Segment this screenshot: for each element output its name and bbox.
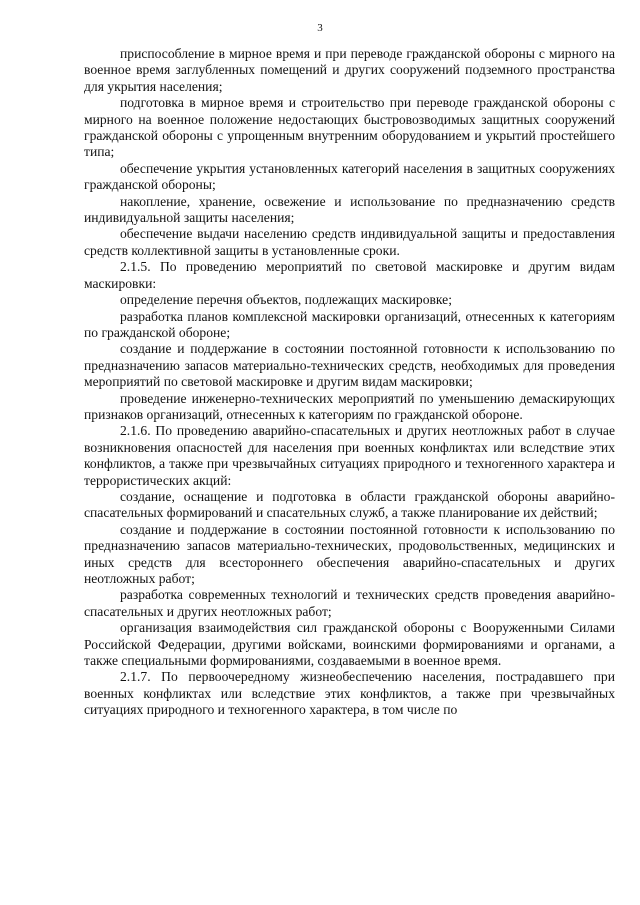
paragraph: организация взаимодействия сил гражданской обороны с Вооруженными Силами Российской Федерации, другими войсками, воинскими формированиями и органами, а также специальными формированиями, создаваемыми в военное время. [84,620,615,669]
paragraph: создание и поддержание в состоянии постоянной готовности к использованию по предназначению запасов материально-технических средств, необходимых для проведения мероприятий по световой маскировке и другим видам маскировки; [84,341,615,390]
section-heading-2-1-6: 2.1.6. По проведению аварийно-спасательных и других неотложных работ в случае возникновения опасностей для населения при военных конфликтах или вследствие этих конфликтов, а также при чрезвычайных ситуациях природного и техногенного характера и террористических акций: [84,423,615,488]
paragraph: разработка современных технологий и технических средств проведения аварийно-спасательных и других неотложных работ; [84,587,615,619]
section-heading-2-1-7: 2.1.7. По первоочередному жизнеобеспечению населения, пострадавшего при военных конфликтах или вследствие этих конфликтов, а также при чрезвычайных ситуациях природного и техногенного характера, в том числе по [84,669,615,718]
section-heading-2-1-5: 2.1.5. По проведению мероприятий по световой маскировке и другим видам маскировки: [84,259,615,291]
paragraph: накопление, хранение, освежение и использование по предназначению средств индивидуальной защиты населения; [84,193,615,226]
page-number: 3 [317,22,323,34]
paragraph: создание, оснащение и подготовка в области гражданской обороны аварийно-спасательных формирований и спасательных служб, а также планирование их действий; [84,488,615,521]
paragraph: обеспечение укрытия установленных категорий населения в защитных сооружениях гражданской обороны; [84,160,615,193]
paragraph: обеспечение выдачи населению средств индивидуальной защиты и предоставления средств коллективной защиты в установленные сроки. [84,226,615,258]
paragraph: приспособление в мирное время и при переводе гражданской обороны с мирного на военное время заглубленных помещений и других сооружений подземного пространства для укрытия населения; [84,46,615,94]
paragraph: создание и поддержание в состоянии постоянной готовности к использованию по предназначению запасов материально-технических, продовольственных, медицинских и иных средств для всестороннего обеспечения аварийно-спасательных и других неотложных работ; [84,521,615,586]
paragraph: определение перечня объектов, подлежащих маскировке; [120,292,452,308]
paragraph: проведение инженерно-технических мероприятий по уменьшению демаскирующих признаков организаций, отнесенных к категориям по гражданской обороне. [84,390,615,422]
paragraph: разработка планов комплексной маскировки организаций, отнесенных к категориям по гражданской обороне; [84,308,615,340]
document-body [84,46,615,719]
paragraph: подготовка в мирное время и строительство при переводе гражданской обороны с мирного на военное положение недостающих быстровозводимых защитных сооружений гражданской обороны с упрощенным внутренним оборудованием и укрытий простейшего типа; [84,95,615,160]
